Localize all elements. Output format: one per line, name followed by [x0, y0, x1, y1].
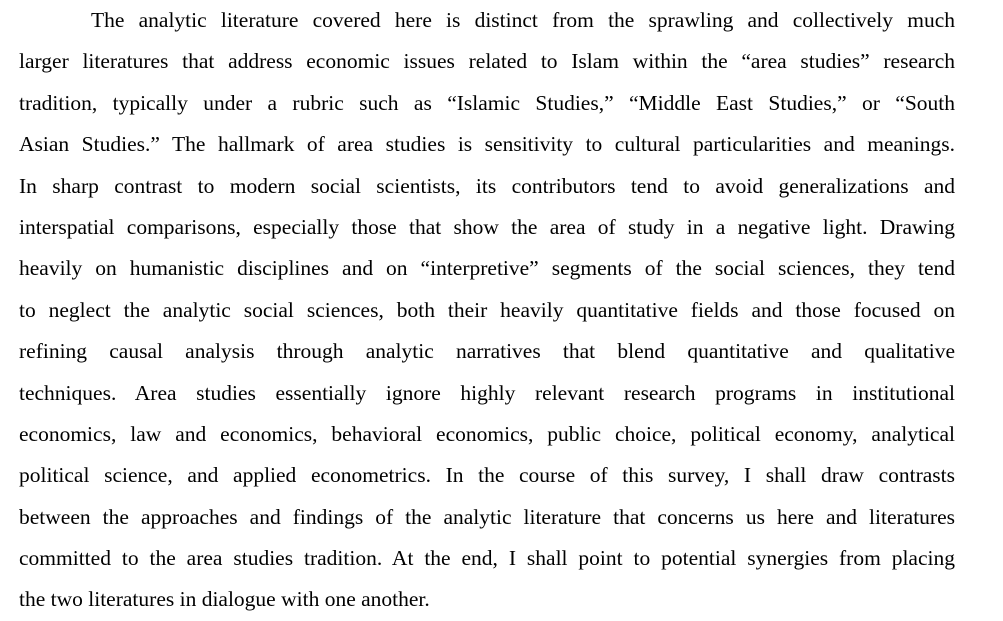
paragraph-line: economics, law and economics, behavioral economics, public choice, political economy, analytical [19, 421, 955, 446]
paragraph-line: The analytic literature covered here is distinct from the sprawling and collectively much [91, 8, 955, 32]
paragraph-line: In sharp contrast to modern social scientists, its contributors tend to avoid generalizations and [19, 173, 955, 198]
paragraph-line: interspatial comparisons, especially those that show the area of study in a negative light. Drawing [19, 214, 955, 239]
paragraph-line: heavily on humanistic disciplines and on “interpretive” segments of the social sciences, they tend [19, 256, 955, 281]
paragraph-line: tradition, typically under a rubric such as “Islamic Studies,” “Middle East Studies,” or “South [19, 90, 955, 115]
paragraph-line: to neglect the analytic social sciences, both their heavily quantitative fields and those focused on [19, 297, 955, 322]
paragraph-line: political science, and applied econometrics. In the course of this survey, I shall draw contrasts [19, 463, 955, 488]
paragraph-line: Asian Studies.” The hallmark of area studies is sensitivity to cultural particularities and meanings. [19, 132, 955, 157]
paragraph-line: refining causal analysis through analytic narratives that blend quantitative and qualitative [19, 339, 955, 364]
paragraph-line: techniques. Area studies essentially ignore highly relevant research programs in institutional [19, 380, 955, 405]
paragraph-line: between the approaches and findings of the analytic literature that concerns us here and literatures [19, 504, 955, 529]
paragraph-line: larger literatures that address economic issues related to Islam within the “area studies” research [19, 49, 955, 74]
body-paragraph [19, 0, 955, 621]
paragraph-line: committed to the area studies tradition. At the end, I shall point to potential synergies from placing [19, 546, 955, 571]
paragraph-line: the two literatures in dialogue with one another. [19, 587, 430, 612]
